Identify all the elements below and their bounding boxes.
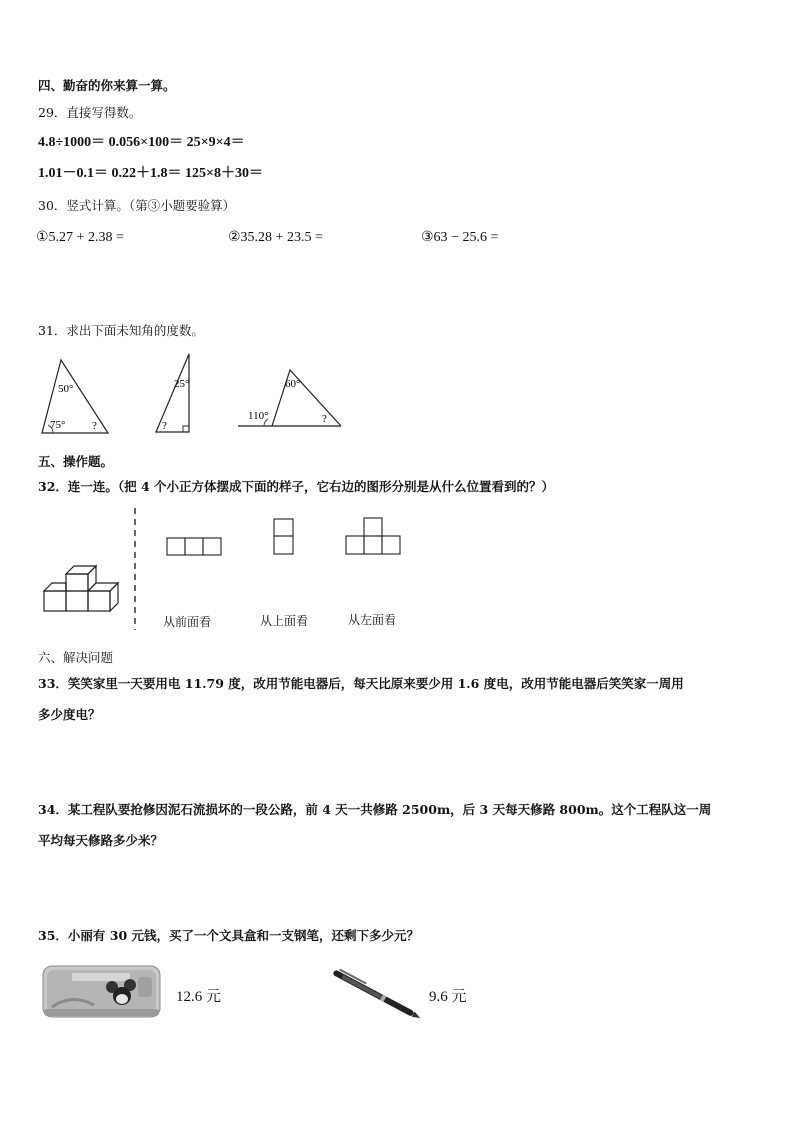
q33-line2: 多少度电？ [38,707,101,722]
q30-problem-2: ②35.28 + 23.5 = [228,230,323,245]
triangle-3-unknown: ? [322,413,327,425]
triangle-3-exterior-angle: 110° [248,410,269,422]
pen-image [326,967,420,1021]
q29-row2: 1.01－0.1＝ 0.22＋1.8＝ 125×8＋30＝ [38,166,263,181]
triangle-3-figure [238,366,348,432]
view-label-front: 从前面看 [163,615,212,629]
q29-row1: 4.8÷1000＝ 0.056×100＝ 25×9×4＝ [38,135,245,150]
view-shape-2 [273,518,295,556]
q30-problem-3: ③63 − 25.6 = [421,230,499,245]
section-6-title: 六、解决问题 [38,650,114,665]
q30-text: 30．竖式计算。（第③小题要验算） [38,198,236,213]
q33-line1: 33．笑笑家里一天要用电 11.79 度，改用节能电器后，每天比原来要少用 1.6 度电，改用节能电器后笑笑家一周用 [38,676,684,691]
triangle-1-figure [40,352,112,438]
triangle-1-angle-left: 75° [50,419,66,431]
q32-text: 32．连一连。（把 4 个小正方体摆成下面的样子，它右边的图形分别是从什么位置看到的？） [38,479,555,494]
triangle-2-figure [150,350,195,436]
view-shape-3 [345,517,403,557]
section-5-title: 五、操作题。 [38,454,114,469]
pencil-case-image [42,963,162,1019]
view-shape-1 [166,537,222,557]
q35-text: 35．小丽有 30 元钱，买了一个文具盒和一支钢笔，还剩下多少元？ [38,928,419,943]
q30-problem-1: ①5.27 + 2.38 = [36,230,124,245]
cube-stack-figure [44,553,129,615]
q29-text: 29．直接写得数。 [38,105,142,120]
q31-text: 31．求出下面未知角的度数。 [38,323,204,338]
triangle-1-angle-top: 50° [58,383,74,395]
triangle-3-angle-top: 60° [285,378,301,390]
section-4-title: 四、勤奋的你来算一算。 [38,78,176,93]
triangle-2-unknown: ? [162,420,167,432]
pencil-case-price: 12.6 元 [176,989,222,1005]
triangle-2-angle-top: 25° [174,378,190,390]
q34-line1: 34．某工程队要抢修因泥石流损坏的一段公路，前 4 天一共修路 2500m，后 3 天每天修路 800m。这个工程队这一周 [38,802,712,817]
q34-line2: 平均每天修路多少米？ [38,833,164,848]
dashed-divider [132,508,138,630]
pen-price: 9.6 元 [429,989,467,1005]
view-label-left: 从左面看 [348,613,397,627]
view-label-top: 从上面看 [260,614,309,628]
triangle-1-unknown: ? [92,420,97,432]
